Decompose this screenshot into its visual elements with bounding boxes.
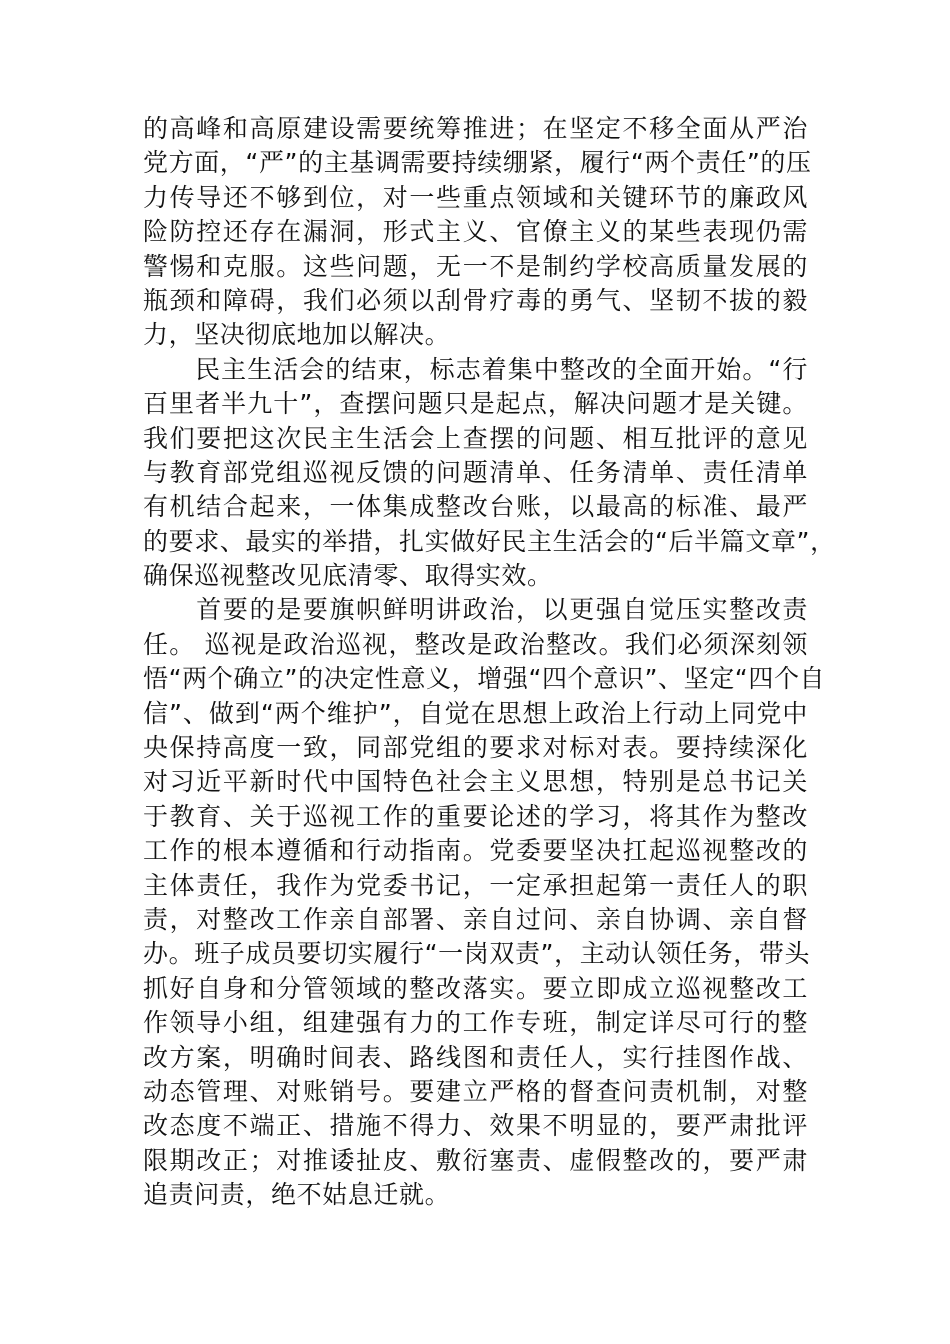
text-line: 限期改正；对推诿扯皮、敷衍塞责、虚假整改的，要严肃 bbox=[143, 1145, 808, 1175]
text-line: 与教育部党组巡视反馈的问题清单、任务清单、责任清单 bbox=[143, 457, 808, 487]
text-line: 首要的是要旗帜鲜明讲政治，以更强自觉压实整改责 bbox=[143, 595, 808, 625]
text-line: 改态度不端正、措施不得力、效果不明显的，要严肃批评 bbox=[143, 1111, 808, 1141]
text-line: 办。班子成员要切实履行“一岗双责”，主动认领任务，带头 bbox=[143, 939, 811, 969]
text-line: 于教育、关于巡视工作的重要论述的学习，将其作为整改 bbox=[143, 801, 808, 831]
text-line: 工作的根本遵循和行动指南。党委要坚决扛起巡视整改的 bbox=[143, 836, 808, 866]
text-line: 信”、做到“两个维护”，自觉在思想上政治上行动上同党中 bbox=[143, 698, 808, 728]
text-line: 的要求、最实的举措，扎实做好民主生活会的“后半篇文章”， bbox=[143, 526, 836, 556]
text-line: 抓好自身和分管领域的整改落实。要立即成立巡视整改工 bbox=[143, 973, 808, 1003]
text-line: 党方面，“严”的主基调需要持续绷紧，履行“两个责任”的压 bbox=[143, 148, 812, 178]
text-line: 作领导小组，组建强有力的工作专班，制定详尽可行的整 bbox=[143, 1008, 808, 1038]
text-line: 追责问责，绝不姑息迁就。 bbox=[143, 1180, 451, 1210]
text-line: 百里者半九十”，查摆问题只是起点，解决问题才是关键。 bbox=[143, 389, 808, 419]
text-line: 险防控还存在漏洞，形式主义、官僚主义的某些表现仍需 bbox=[143, 217, 808, 247]
text-line: 我们要把这次民主生活会上查摆的问题、相互批评的意见 bbox=[143, 423, 808, 453]
text-line: 改方案，明确时间表、路线图和责任人，实行挂图作战、 bbox=[143, 1042, 808, 1072]
text-line: 警惕和克服。这些问题，无一不是制约学校高质量发展的 bbox=[143, 251, 808, 281]
text-line: 力传导还不够到位，对一些重点领域和关键环节的廉政风 bbox=[143, 182, 808, 212]
text-line: 瓶颈和障碍，我们必须以刮骨疗毒的勇气、坚韧不拔的毅 bbox=[143, 285, 808, 315]
text-line: 确保巡视整改见底清零、取得实效。 bbox=[143, 561, 553, 591]
text-line: 对习近平新时代中国特色社会主义思想，特别是总书记关 bbox=[143, 767, 808, 797]
text-line: 任。 巡视是政治巡视，整改是政治整改。我们必须深刻领 bbox=[143, 629, 808, 659]
text-line: 央保持高度一致，同部党组的要求对标对表。要持续深化 bbox=[143, 733, 808, 763]
text-line: 力，坚决彻底地加以解决。 bbox=[143, 320, 451, 350]
text-line: 有机结合起来，一体集成整改台账，以最高的标准、最严 bbox=[143, 492, 808, 522]
text-line: 民主生活会的结束，标志着集中整改的全面开始。“行 bbox=[143, 354, 808, 384]
text-line: 动态管理、对账销号。要建立严格的督查问责机制，对整 bbox=[143, 1076, 808, 1106]
text-line: 的高峰和高原建设需要统筹推进；在坚定不移全面从严治 bbox=[143, 114, 808, 143]
text-line: 主体责任，我作为党委书记，一定承担起第一责任人的职 bbox=[143, 870, 808, 900]
text-line: 责，对整改工作亲自部署、亲自过问、亲自协调、亲自督 bbox=[143, 904, 808, 934]
body-text bbox=[143, 112, 836, 1213]
text-line: 悟“两个确立”的决定性意义，增强“四个意识”、坚定“四个自 bbox=[143, 664, 826, 694]
